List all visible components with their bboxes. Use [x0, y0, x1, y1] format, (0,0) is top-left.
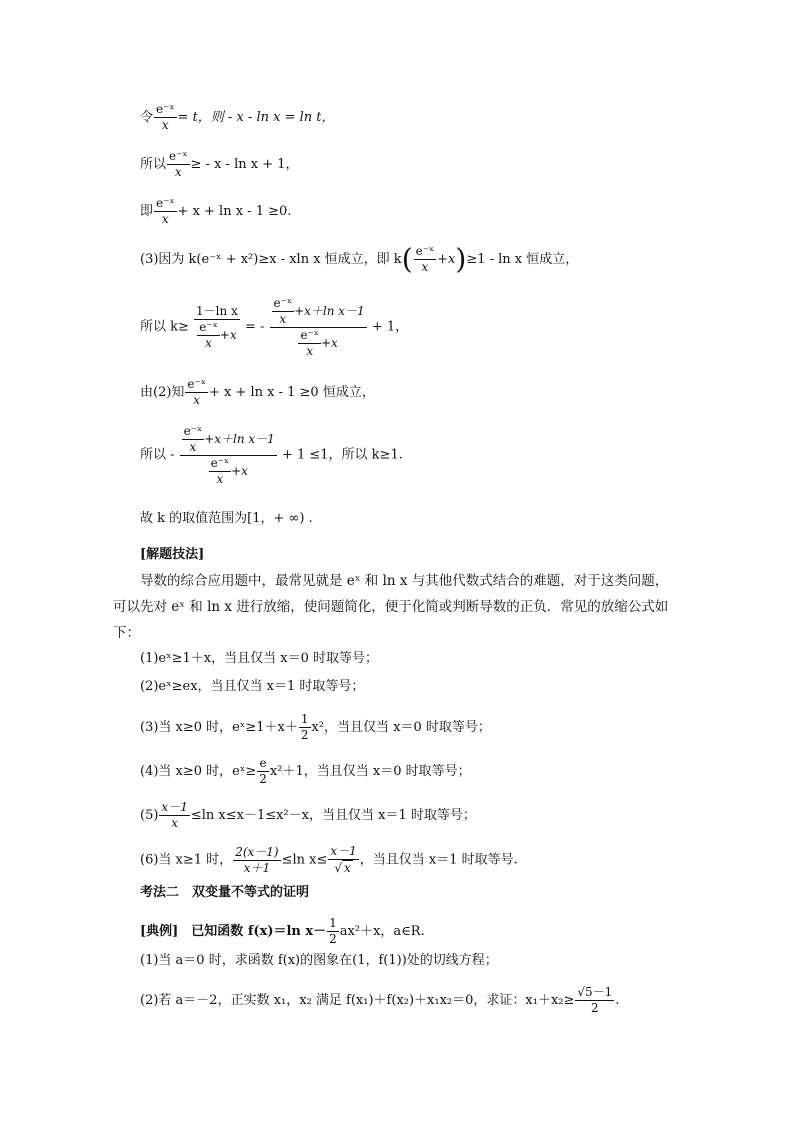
formula-3: (3)当 x≥0 时，eˣ≥1＋x＋ $\frac{1}{2}$ x²，当且仅当 x＝0 时取等号； [140, 712, 491, 742]
solution-line-2: 所以 $\frac{\text{e⁻ˣ}}{x}$ ≥ - x - ln x + 1， [140, 149, 299, 179]
formula-4: (4)当 x≥0 时，eˣ≥ $\frac{e}{2}$ x²＋1，当且仅当 x＝0 时取等号； [140, 756, 471, 786]
example-statement: [典例] 已知函数 f(x)＝ln x－ $\frac{1}{2}$ ax²＋x，a∈R. [140, 916, 425, 946]
formula-6: (6)当 x≥1 时， $\frac{2(x-1)}{x+1}$ ≤ln x≤ $\frac{x-1}{√ x}$ ，当且仅当 x＝1 时取等号. [140, 844, 518, 875]
fraction-ex-over-x: $\frac{\text{e⁻ˣ}}{x}$ [187, 377, 206, 407]
solution-line-7: 所以 - $\frac{\text{e⁻ˣ}}{x}$ +x＋ln x－1 $\frac{\text{e⁻ˣ}}{x}$ +x + 1 ≤1，所以 k≥1. [140, 424, 403, 486]
fraction-xm1-over-x: $\frac{x-1}{x}$ [161, 800, 188, 830]
fraction-ex-over-x: $\frac{\text{e⁻ˣ}}{x}$ [156, 102, 175, 132]
fraction-one-half: $\frac{1}{2}$ [300, 712, 309, 742]
fraction-xm1-over-sqrtx: $\frac{x-1}{√ x}$ [330, 844, 357, 875]
technique-title: [解题技法] [140, 547, 205, 562]
question-1: (1)当 a＝0 时，求函数 f(x)的图象在(1，f(1))处的切线方程； [140, 953, 498, 968]
solution-line-1: 令 $\frac{\text{e⁻ˣ}}{x}$ = t，则 - x - ln x = ln t， [140, 102, 335, 132]
formula-1: (1)eˣ≥1＋x，当且仅当 x＝0 时取等号； [140, 651, 378, 666]
fraction-2xm1-over-xp1: $\frac{2(x-1)}{x+1}$ [235, 844, 279, 875]
compound-fraction: $\frac{\text{e⁻ˣ}}{x}$ +x＋ln x－1 $\frac{\text{e⁻ˣ}}{x}$ +x [270, 296, 367, 359]
fraction-ex-over-x: $\frac{\text{e⁻ˣ}}{x}$ [169, 149, 188, 179]
fraction-1-minus-lnx: 1－ln x $\frac{\text{e⁻ˣ}}{x}$ +x [196, 304, 238, 350]
fraction-sqrt5-minus-1-over-2: $\frac{√5-1}{2}$ [577, 985, 613, 1015]
solution-line-8: 故 k 的取值范围为[1，+ ∞) . [140, 511, 313, 526]
section-title: 考法二 双变量不等式的证明 [140, 885, 310, 900]
solution-line-5: 所以 k≥ 1－ln x $\frac{\text{e⁻ˣ}}{x}$ +x = - $\frac{\text{e⁻ˣ}}{x}$ +x＋ln x－1 $\frac{\text{e⁻ˣ}}{x}$ +x + 1， [140, 296, 409, 358]
solution-line-4: (3)因为 k(e⁻ˣ + x²)≥x - xln x 恒成立，即 k( $\frac{\text{e⁻ˣ}}{x}$ +x)≥1 - ln x 恒成立， [140, 242, 579, 276]
fraction-e-over-2: $\frac{e}{2}$ [259, 756, 267, 786]
solution-line-3: 即 $\frac{\text{e⁻ˣ}}{x}$ + x + ln x - 1 ≥0. [140, 196, 292, 226]
fraction-ex-over-x: $\frac{\text{e⁻ˣ}}{x}$ [415, 244, 435, 274]
formula-2: (2)eˣ≥ex，当且仅当 x＝1 时取等号； [140, 679, 365, 694]
formula-5: (5) $\frac{x-1}{x}$ ≤ln x≤x－1≤x²－x，当且仅当 x＝1 时取等号； [140, 800, 476, 830]
question-2: (2)若 a＝－2，正实数 x₁，x₂ 满足 f(x₁)＋f(x₂)＋x₁x₂＝0，求证：x₁＋x₂≥ $\frac{√5-1}{2}$ . [140, 985, 620, 1015]
fraction-one-half: $\frac{1}{2}$ [329, 916, 337, 946]
compound-fraction: $\frac{\text{e⁻ˣ}}{x}$ +x＋ln x－1 $\frac{\text{e⁻ˣ}}{x}$ +x [180, 424, 277, 487]
solution-line-6: 由(2)知 $\frac{\text{e⁻ˣ}}{x}$ + x + ln x - 1 ≥0 恒成立， [140, 377, 375, 407]
technique-paragraph: 导数的综合应用题中，最常见就是 eˣ 和 ln x 与其他代数式结合的难题，对于这类问题，可以先对 eˣ 和 ln x 进行放缩，使问题简化，便于化简或判断导数的正负．常见的放缩公式如下： [113, 573, 669, 641]
fraction-ex-over-x: $\frac{\text{e⁻ˣ}}{x}$ [156, 196, 175, 226]
